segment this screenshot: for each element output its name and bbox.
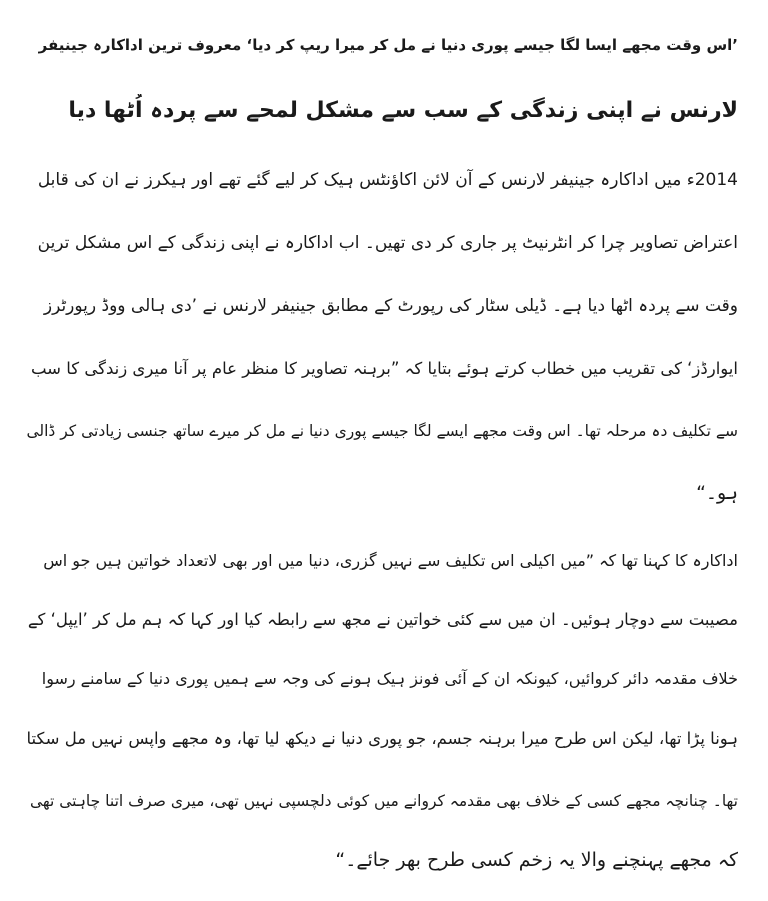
paragraph-2-line-5: تھا۔ چنانچہ مجھے کسی کے خلاف بھی مقدمہ کروانے میں کوئی دلچسپی نہیں تھی، میری صرف اتنا چاہتی تھی xyxy=(29,792,738,810)
headline-line-2: لارنس نے اپنی زندگی کے سب سے مشکل لمحے سے پردہ اُٹھا دیا xyxy=(68,98,738,123)
headline-line-1: ’اس وقت مجھے ایسا لگا جیسے پوری دنیا نے مل کر میرا ریپ کر دیا‘ معروف ترین اداکارہ جینیفر xyxy=(38,36,738,54)
paragraph-2-line-6: کہ مجھے پہنچنے والا یہ زخم کسی طرح بھر جائے۔“ xyxy=(335,849,738,871)
paragraph-2-line-1: اداکارہ کا کہنا تھا کہ ”میں اکیلی اس تکلیف سے نہیں گزری، دنیا میں اور بھی لاتعداد خواتین ہیں جو اس xyxy=(43,551,738,570)
paragraph-2-line-3: خلاف مقدمہ دائر کروائیں، کیونکہ ان کے آئی فونز ہیک ہونے کی وجہ سے ہمیں پوری دنیا کے سامنے رسوا xyxy=(41,669,738,688)
paragraph-1-line-1: 2014ء میں اداکارہ جینیفر لارنس کے آن لائن اکاؤنٹس ہیک کر لیے گئے تھے اور ہیکرز نے ان کی قابل xyxy=(37,170,738,190)
paragraph-2-line-2: مصیبت سے دوچار ہوئیں۔ ان میں سے کئی خواتین نے مجھ سے رابطہ کیا اور کہا کہ ہم مل کر ’ایپل‘ کے xyxy=(27,610,738,629)
paragraph-1-line-5: سے تکلیف دہ مرحلہ تھا۔ اس وقت مجھے ایسے لگا جیسے پوری دنیا نے مل کر میرے ساتھ جنسی زیادتی کر ڈالی xyxy=(26,422,738,440)
paragraph-1-line-6: ہو۔“ xyxy=(696,482,738,504)
paragraph-1-line-3: وقت سے پردہ اٹھا دیا ہے۔ ڈیلی سٹار کی رپورٹ کے مطابق جینیفر لارنس نے ’دی ہالی ووڈ رپورٹرز xyxy=(43,296,738,316)
paragraph-1-line-2: اعتراض تصاویر چرا کر انٹرنیٹ پر جاری کر دی تھیں۔ اب اداکارہ نے اپنی زندگی کے اس مشکل ترین xyxy=(37,233,738,253)
paragraph-2-line-4: ہونا پڑا تھا، لیکن اس طرح میرا برہنہ جسم، جو پوری دنیا نے دیکھ لیا تھا، وہ مجھے واپس نہیں مل سکتا xyxy=(26,729,738,748)
paragraph-1-line-4: ایوارڈز‘ کی تقریب میں خطاب کرتے ہوئے بتایا کہ ”برہنہ تصاویر کا منظر عام پر آنا میری زندگی کا سب xyxy=(30,359,738,378)
